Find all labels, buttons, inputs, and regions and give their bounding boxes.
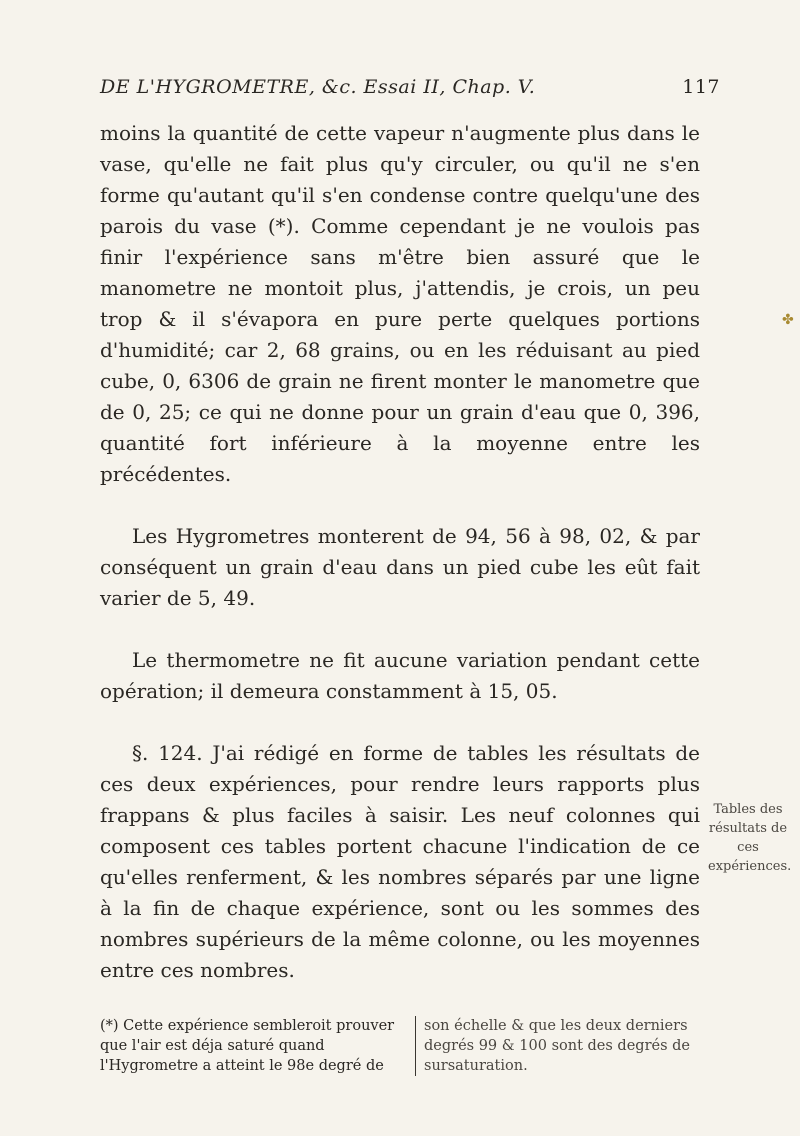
running-title: DE L'HYGROMETRE, &c. Essai II, Chap. V. xyxy=(100,76,536,98)
paragraph-1: moins la quantité de cette vapeur n'augmente plus dans le vase, qu'elle ne fait plus qu'y circuler, ou qu'il ne s'en forme qu'autant qu'il s'en condense contre quelqu'une des parois du vase (*). Comme cependant je ne voulois pas finir l'expérience sans m'être bien assuré que le manometre ne montoit plus, j'attendis, je crois, un peu trop & il s'évapora en pure perte quelques portions d'humidité; car 2, 68 grains, ou en les réduisant au pied cube, 0, 6306 de grain ne firent monter le manometre que de 0, 25; ce qui ne donne pour un grain d'eau que 0, 396, quantité fort inférieure à la moyenne entre les précédentes. xyxy=(100,121,700,486)
paragraph-3: Le thermometre ne fit aucune variation pendant cette opération; il demeura constamment à 15, 05. xyxy=(100,648,700,703)
footnote-left: (*) Cette expérience sembleroit prouver que l'air est déja saturé quand l'Hygrometre a atteint le 98e degré de xyxy=(100,1018,395,1074)
paragraph-4: §. 124. J'ai rédigé en forme de tables les résultats de ces deux expériences, pour rendre leurs rapports plus frappans & plus faciles à saisir. Les neuf colonnes qui composent ces tables portent chacune l'indication de ce qu'elles renferment, & les nombres séparés par une ligne à la fin de chaque expérience, sont ou les sommes des nombres supérieurs de la même colonne, ou les moyennes entre ces nombres. xyxy=(100,741,700,982)
ink-mark-icon: ✤ xyxy=(782,312,794,328)
body-text xyxy=(100,118,700,1017)
footnote-right: son échelle & que les deux derniers degrés 99 & 100 sont des degrés de sursaturation. xyxy=(415,1016,721,1076)
page-number: 117 xyxy=(682,76,720,98)
margin-note: Tables des résultats de ces expériences. xyxy=(708,802,792,874)
paragraph-2: Les Hygrometres monterent de 94, 56 à 98, 02, & par conséquent un grain d'eau dans un pied cube les eût fait varier de 5, 49. xyxy=(100,524,700,610)
